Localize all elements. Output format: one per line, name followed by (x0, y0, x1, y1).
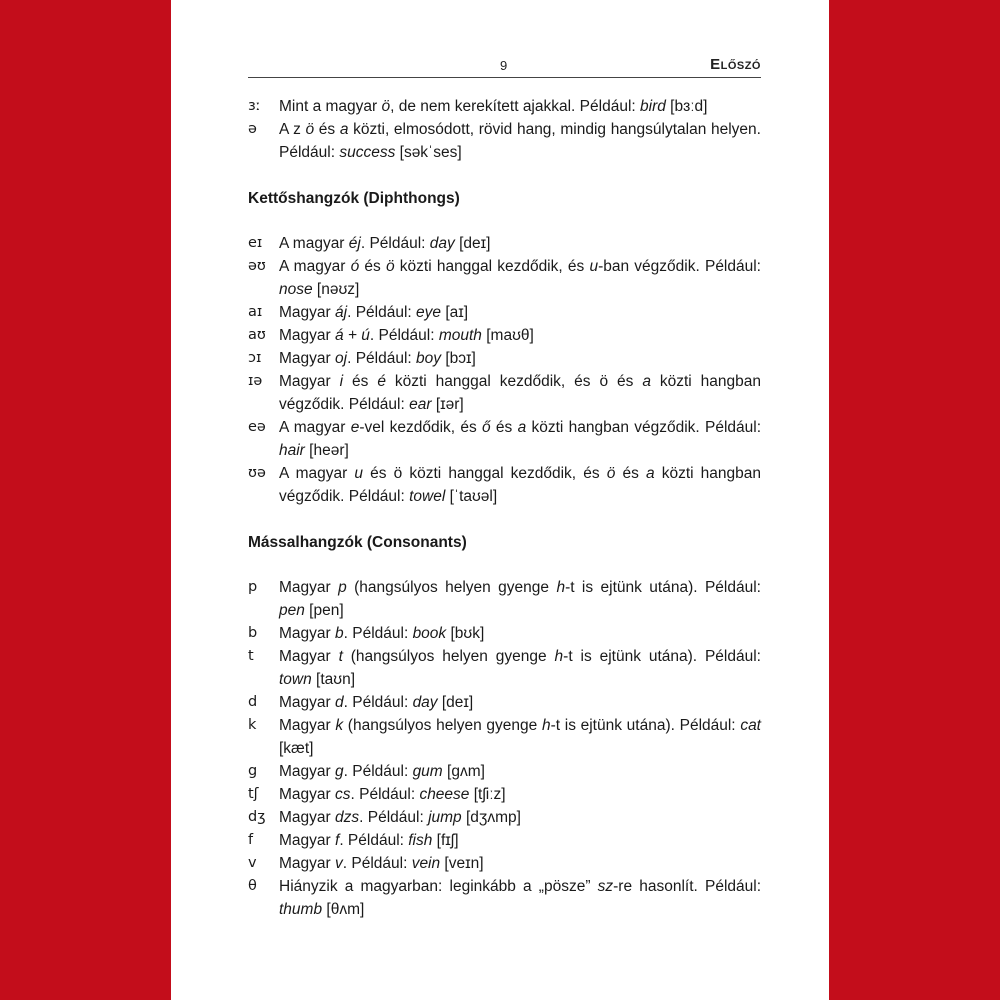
entry-row (248, 118, 761, 164)
italic-example: fish (408, 832, 433, 849)
book-page (171, 0, 829, 1000)
description-text: Magyar (279, 809, 335, 826)
entry-row (248, 576, 761, 622)
italic-example: h (541, 717, 551, 734)
phonetic-symbol: ə (248, 121, 257, 137)
description-text: . Például: (347, 350, 417, 367)
description-text: közti hangban végződik. Például: (279, 465, 762, 505)
description-text: . Például: (369, 327, 439, 344)
description-text: és (343, 373, 378, 390)
description-text: [gʌm] (442, 763, 485, 780)
description-text: A magyar (279, 419, 351, 436)
entry-row (248, 370, 761, 416)
phonetic-symbol: eə (248, 419, 266, 435)
italic-example: thumb (279, 901, 323, 918)
italic-example: u (354, 465, 364, 482)
description-text: Magyar (279, 763, 335, 780)
description-text: . Például: (347, 304, 417, 321)
description-text: [bɜːd] (665, 98, 708, 115)
italic-example: áj (335, 304, 348, 321)
italic-example: d (335, 694, 344, 711)
italic-example: ear (409, 396, 432, 413)
vowel-list (248, 95, 761, 164)
entry-row (248, 760, 761, 783)
description-text: és (359, 258, 386, 275)
description-text: -t is ejtünk utána). Például: (550, 717, 741, 734)
page-content (248, 95, 761, 921)
italic-example: cat (740, 717, 761, 734)
description-text: [maʊθ] (481, 327, 534, 344)
entry-description (279, 875, 761, 921)
entry-description (279, 301, 761, 324)
italic-example: p (338, 579, 347, 596)
phonetic-symbol: b (248, 625, 258, 641)
italic-example: mouth (438, 327, 482, 344)
entry-description (279, 714, 761, 760)
entry-description (279, 691, 761, 714)
italic-example: f (335, 832, 340, 849)
italic-example: cs (335, 786, 351, 803)
italic-example: h (554, 648, 564, 665)
diphthong-list (248, 232, 761, 508)
entry-row (248, 714, 761, 760)
italic-example: towel (409, 488, 446, 505)
description-text: közti, elmosódott, rövid hang, mindig hangsúlytalan helyen. Például: (279, 121, 761, 161)
italic-example: é (377, 373, 386, 390)
description-text: [fɪʃ] (432, 832, 459, 849)
italic-example: ö (606, 465, 616, 482)
entry-row (248, 232, 761, 255)
italic-example: sz (597, 878, 614, 895)
description-text: Magyar (279, 855, 335, 872)
running-title: Előszó (710, 56, 761, 73)
phonetic-symbol: dʒ (248, 809, 266, 825)
italic-example: éj (348, 235, 361, 252)
phonetic-symbol: g (248, 763, 258, 779)
entry-row (248, 829, 761, 852)
description-text: . Például: (343, 625, 413, 642)
phonetic-symbol: əʊ (248, 258, 266, 274)
description-text: A magyar (279, 258, 351, 275)
italic-example: v (335, 855, 343, 872)
description-text: Magyar (279, 625, 335, 642)
italic-example: bird (640, 98, 666, 115)
italic-example: a (642, 373, 651, 390)
description-text: közti hangban végződik. Például: (526, 419, 762, 436)
entry-row (248, 347, 761, 370)
italic-example: nose (279, 281, 313, 298)
entry-description (279, 645, 761, 691)
description-text: és (314, 121, 340, 138)
description-text: . Például: (359, 809, 429, 826)
entry-row (248, 95, 761, 118)
italic-example: e (350, 419, 360, 436)
description-text: Magyar (279, 717, 336, 734)
italic-example: a (339, 121, 349, 138)
description-text: Magyar (279, 832, 335, 849)
description-text: [taʊn] (311, 671, 356, 688)
description-text: közti hanggal kezdődik, és (394, 258, 590, 275)
consonants-heading: Mássalhangzók (Consonants) (248, 534, 467, 551)
description-text: [θʌm] (322, 901, 365, 918)
description-text: Magyar (279, 579, 339, 596)
entry-row (248, 462, 761, 508)
italic-example: jump (428, 809, 462, 826)
description-text: (hangsúlyos helyen gyenge (342, 648, 555, 665)
entry-description (279, 232, 761, 255)
entry-description (279, 829, 761, 852)
entry-row (248, 301, 761, 324)
description-text: Mint a magyar (279, 98, 382, 115)
description-text: [tʃiːz] (469, 786, 506, 803)
description-text: Magyar (279, 327, 335, 344)
entry-row (248, 875, 761, 921)
description-text: [bɔɪ] (441, 350, 476, 367)
description-text: -t is ejtünk utána). Például: (563, 648, 761, 665)
description-text: [ˈtaʊəl] (445, 488, 498, 505)
italic-example: pen (279, 602, 305, 619)
entry-description (279, 462, 761, 508)
description-text: A magyar (279, 465, 355, 482)
phonetic-symbol: k (248, 717, 257, 733)
entry-row (248, 691, 761, 714)
phonetic-symbol: aʊ (248, 327, 266, 343)
entry-row (248, 852, 761, 875)
italic-example: hair (279, 442, 305, 459)
page-number: 9 (500, 58, 508, 73)
italic-example: oj (335, 350, 348, 367)
description-text: Magyar (279, 373, 340, 390)
description-text: A magyar (279, 235, 349, 252)
entry-description (279, 852, 761, 875)
entry-row (248, 645, 761, 691)
italic-example: day (412, 694, 438, 711)
description-text: Magyar (279, 694, 335, 711)
description-text: [dʒʌmp] (461, 809, 521, 826)
italic-example: success (339, 144, 396, 161)
description-text: közti hangban végződik. Például: (279, 373, 762, 413)
entry-row (248, 416, 761, 462)
description-text: . Például: (350, 786, 420, 803)
description-text: . Például: (343, 694, 413, 711)
phonetic-symbol: p (248, 579, 258, 595)
entry-description (279, 347, 761, 370)
italic-example: á + ú (335, 327, 370, 344)
entry-description (279, 760, 761, 783)
italic-example: dzs (335, 809, 360, 826)
entry-description (279, 806, 761, 829)
description-text: Magyar (279, 350, 335, 367)
description-text: [səkˈses] (395, 144, 462, 161)
italic-example: a (517, 419, 527, 436)
entry-row (248, 622, 761, 645)
italic-example: ö (305, 121, 315, 138)
description-text: [veɪn] (440, 855, 484, 872)
entry-description (279, 370, 761, 416)
description-text: Magyar (279, 786, 335, 803)
italic-example: b (335, 625, 344, 642)
description-text: közti hanggal kezdődik, és ö és (385, 373, 643, 390)
description-text: Hiányzik a magyarban: leginkább a „pösze” (279, 878, 598, 895)
italic-example: eye (416, 304, 442, 321)
entry-row (248, 324, 761, 347)
italic-example: u (589, 258, 599, 275)
italic-example: ó (350, 258, 360, 275)
description-text: és ö közti hanggal kezdődik, és (363, 465, 607, 482)
description-text: Magyar (279, 304, 335, 321)
italic-example: boy (416, 350, 442, 367)
phonetic-symbol: ʊə (248, 465, 266, 481)
description-text: A z (279, 121, 306, 138)
italic-example: a (645, 465, 655, 482)
description-text: [deɪ] (437, 694, 474, 711)
description-text: [kæt] (279, 740, 314, 757)
description-text: . Például: (339, 832, 409, 849)
italic-example: town (279, 671, 312, 688)
italic-example: t (338, 648, 343, 665)
description-text: [aɪ] (441, 304, 469, 321)
description-text: -re hasonlít. Például: (613, 878, 761, 895)
italic-example: ő (482, 419, 491, 436)
phonetic-symbol: ɪə (248, 373, 263, 389)
phonetic-symbol: tʃ (248, 786, 259, 802)
italic-example: vein (411, 855, 441, 872)
phonetic-symbol: eɪ (248, 235, 263, 251)
description-text: és (490, 419, 518, 436)
description-text: [nəʊz] (312, 281, 360, 298)
description-text: . Például: (360, 235, 430, 252)
description-text: és (615, 465, 646, 482)
phonetic-symbol: t (248, 648, 254, 664)
entry-description (279, 622, 761, 645)
description-text: . Például: (343, 763, 413, 780)
italic-example: cheese (419, 786, 470, 803)
description-text: [ɪər] (431, 396, 464, 413)
italic-example: i (339, 373, 344, 390)
page-header (248, 55, 761, 78)
entry-description (279, 783, 761, 806)
description-text: -ban végződik. Például: (598, 258, 761, 275)
entry-description (279, 324, 761, 347)
description-text: [heər] (304, 442, 349, 459)
entry-row (248, 783, 761, 806)
italic-example: k (335, 717, 344, 734)
entry-description (279, 95, 761, 118)
description-text: [deɪ] (454, 235, 491, 252)
italic-example: g (335, 763, 344, 780)
description-text: (hangsúlyos helyen gyenge (343, 717, 542, 734)
entry-description (279, 118, 761, 164)
description-text: [pen] (304, 602, 344, 619)
entry-description (279, 255, 761, 301)
description-text: [bʊk] (446, 625, 485, 642)
phonetic-symbol: ɜː (248, 98, 261, 114)
consonant-list (248, 576, 761, 921)
description-text: Magyar (279, 648, 339, 665)
italic-example: gum (412, 763, 443, 780)
italic-example: book (412, 625, 447, 642)
phonetic-symbol: ɔɪ (248, 350, 262, 366)
entry-description (279, 576, 761, 622)
phonetic-symbol: f (248, 832, 254, 848)
italic-example: ö (385, 258, 395, 275)
phonetic-symbol: aɪ (248, 304, 263, 320)
phonetic-symbol: θ (248, 878, 257, 894)
phonetic-symbol: v (248, 855, 257, 871)
description-text: , de nem kerekített ajakkal. Például: (390, 98, 640, 115)
description-text: -vel kezdődik, és (359, 419, 483, 436)
description-text: -t is ejtünk utána). Például: (565, 579, 761, 596)
italic-example: day (429, 235, 455, 252)
phonetic-symbol: d (248, 694, 258, 710)
entry-description (279, 416, 761, 462)
entry-row (248, 255, 761, 301)
description-text: (hangsúlyos helyen gyenge (346, 579, 557, 596)
entry-row (248, 806, 761, 829)
italic-example: h (556, 579, 566, 596)
description-text: . Például: (342, 855, 412, 872)
diphthongs-heading: Kettőshangzók (Diphthongs) (248, 190, 460, 207)
italic-example: ö (381, 98, 391, 115)
